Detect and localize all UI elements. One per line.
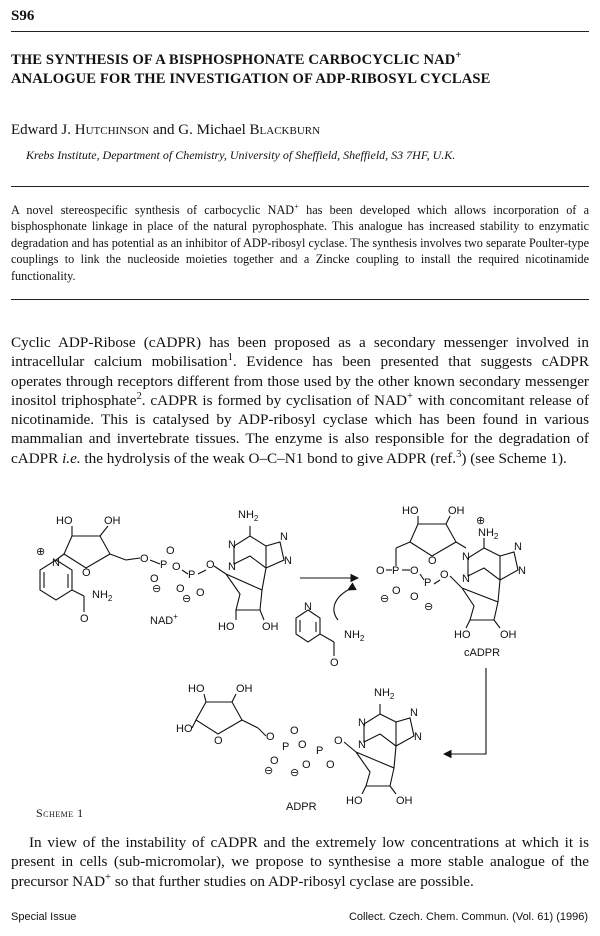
adpr-ho-1: HO bbox=[188, 683, 205, 695]
nad-structure bbox=[36, 509, 292, 633]
adpr-adenine-n1: N bbox=[358, 717, 366, 729]
cadpr-p-1: P bbox=[392, 565, 400, 577]
nad-oh-1: OH bbox=[104, 515, 121, 527]
cadpr-oh-2: OH bbox=[500, 629, 517, 641]
body2-s2: so that further studies on ADP-ribosyl cyclase are possible. bbox=[111, 872, 474, 890]
cadpr-structure bbox=[376, 505, 526, 659]
nad-p-1: P bbox=[160, 559, 168, 571]
adpr-p1-o-top: O bbox=[290, 725, 299, 737]
nad-p2-o: O bbox=[176, 583, 185, 595]
nad-nh2-1: $NH_2$ bbox=[92, 589, 113, 603]
body1-s2: . Evidence has been presented that suggests cADPR operates through receptors different from those used by the other known secondary messenger inositol triphosphate bbox=[11, 353, 589, 409]
body1-s6: ) (see Scheme 1). bbox=[461, 449, 567, 467]
nicotinamide-o: O bbox=[330, 657, 339, 669]
body1-s3: . cADPR is formed by cyclisation of NAD bbox=[141, 391, 407, 409]
adpr-ho-3: HO bbox=[346, 795, 363, 807]
nad-adenine-n1: N bbox=[228, 539, 236, 551]
authors bbox=[11, 122, 320, 139]
title-line2: ANALOGUE FOR THE INVESTIGATION OF ADP-RIBOSYL CYCLASE bbox=[11, 71, 491, 87]
scheme-caption: Scheme 1 bbox=[36, 806, 84, 820]
nad-p2-o-bot: O bbox=[196, 587, 205, 599]
nad-adenine-n3: N bbox=[228, 561, 236, 573]
nicotinamide-structure bbox=[296, 601, 365, 669]
cadpr-p1-o-eq: O bbox=[376, 565, 385, 577]
adpr-structure bbox=[176, 683, 422, 813]
adpr-o-bridge: O bbox=[298, 739, 307, 751]
cadpr-p2-o: O bbox=[410, 591, 419, 603]
cadpr-adenine-n9: N bbox=[518, 565, 526, 577]
nad-minus-1: ⊖ bbox=[152, 583, 162, 595]
ref-2: 2 bbox=[136, 390, 142, 402]
page-number: S96 bbox=[11, 8, 35, 24]
nad-minus-2: ⊖ bbox=[182, 593, 192, 605]
adpr-p-1: P bbox=[282, 741, 290, 753]
top-rule bbox=[11, 31, 589, 32]
nad-label: NAD+ bbox=[150, 612, 178, 627]
nad-p-2: P bbox=[188, 569, 196, 581]
nicotinamide-nh2: $NH_2$ bbox=[344, 629, 365, 643]
cadpr-o-bridge: O bbox=[410, 565, 419, 577]
adpr-adenine-n9: N bbox=[414, 731, 422, 743]
adpr-p-2: P bbox=[316, 745, 324, 757]
body1-ie: i.e. bbox=[62, 449, 81, 467]
adpr-label: ADPR bbox=[286, 801, 317, 813]
nad-oh-2: OH bbox=[262, 621, 279, 633]
abstract-part1: A novel stereospecific synthesis of carbocyclic NAD bbox=[11, 203, 295, 217]
cadpr-label: cADPR bbox=[464, 647, 501, 659]
adpr-minus-2: ⊖ bbox=[290, 767, 300, 779]
nad-o-bridge: O bbox=[172, 561, 181, 573]
affiliation: Krebs Institute, Department of Chemistry, University of Sheffield, Sheffield, S3 7HF, U.K. bbox=[26, 148, 456, 162]
scheme-1-figure bbox=[0, 498, 600, 823]
cadpr-adenine-n7: N bbox=[514, 541, 522, 553]
adpr-o-link-1: O bbox=[266, 731, 275, 743]
body2-s1: In view of the instability of cADPR and the extremely low concentrations at which it is present in cells (sub-micromolar), we propose to synthesise a more stable analogue of the precursor NAD bbox=[11, 834, 589, 890]
body1-s4: with concomitant release of nicotinamide. This is catalysed by ADP-ribosyl cyclase which has been found in various mammalian and invertebrate tissues. The enzyme is also responsible for the degradation of cADPR bbox=[11, 391, 590, 467]
curved-arrow-nicotinamide bbox=[334, 590, 348, 620]
cadpr-adenine-n3: N bbox=[462, 573, 470, 585]
body2-sup: + bbox=[105, 871, 112, 883]
article-title bbox=[11, 51, 591, 89]
cadpr-p1-o: O bbox=[392, 585, 401, 597]
nad-p1-o: O bbox=[150, 573, 159, 585]
author1-last: Hutchinson bbox=[74, 122, 150, 138]
adpr-p2-o-bot: O bbox=[326, 759, 335, 771]
abstract bbox=[11, 202, 589, 284]
title-sup: + bbox=[455, 50, 462, 62]
cadpr-o-link: O bbox=[440, 569, 449, 581]
adpr-p1-o: O bbox=[270, 755, 279, 767]
nad-amide-o: O bbox=[80, 613, 89, 625]
cadpr-p-2: P bbox=[424, 577, 432, 589]
author-and: and G. Michael bbox=[149, 122, 250, 138]
nad-ho-1: HO bbox=[56, 515, 73, 527]
adpr-minus-1: ⊖ bbox=[264, 765, 274, 777]
abstract-sup: + bbox=[294, 200, 299, 211]
cadpr-ring-o-1: O bbox=[428, 555, 437, 567]
footer-journal-issue: Special Issue bbox=[11, 911, 77, 923]
nad-plus-charge: ⊕ bbox=[36, 546, 46, 558]
nad-o-link-2: O bbox=[206, 559, 215, 571]
author1-first: Edward J. bbox=[11, 122, 75, 138]
cadpr-minus-2: ⊖ bbox=[424, 601, 434, 613]
nad-adenine-nh2: $NH_2$ bbox=[238, 509, 259, 523]
abstract-top-rule bbox=[11, 186, 589, 187]
nicotinamide-n: N bbox=[304, 601, 312, 613]
nad-adenine-n9: N bbox=[284, 555, 292, 567]
body-paragraph-2 bbox=[11, 833, 589, 891]
cadpr-minus-1: ⊖ bbox=[380, 593, 390, 605]
adpr-ho-2: HO bbox=[176, 723, 193, 735]
title-line1: THE SYNTHESIS OF A BISPHOSPHONATE CARBOCYCLIC NAD bbox=[11, 52, 456, 68]
cadpr-oh-1: OH bbox=[448, 505, 465, 517]
adpr-adenine-n7: N bbox=[410, 707, 418, 719]
cadpr-plus-charge: ⊕ bbox=[476, 515, 486, 527]
body1-sup: + bbox=[406, 390, 413, 402]
body-paragraph-1 bbox=[11, 333, 589, 468]
adpr-p2-o: O bbox=[302, 759, 311, 771]
nad-o-link-1: O bbox=[140, 553, 149, 565]
adpr-ring-o-1: O bbox=[214, 735, 223, 747]
cadpr-nh2: $NH_2$ bbox=[478, 527, 499, 541]
abstract-part2: has been developed which allows incorporation of a bisphosphonate linkage in place of the natural pyrophosphate. This analogue has increased stability to enzymatic degradation and has potential as an inhibitor of ADP-ribosyl cyclase. The synthesis involves two separate Poulter-type couplings to link the nucleoside moieties together and a Zincke coupling to install the required nicotinamide functionality. bbox=[11, 203, 589, 283]
body1-s1: Cyclic ADP-Ribose (cADPR) has been proposed as a secondary messenger involved in intracellular calcium mobilisation bbox=[11, 334, 589, 371]
adpr-adenine-nh2: $NH_2$ bbox=[374, 687, 395, 701]
ref-1: 1 bbox=[227, 352, 233, 364]
nad-pyridinium-n: N bbox=[52, 557, 60, 569]
adpr-adenine-n3: N bbox=[358, 739, 366, 751]
adpr-oh-1: OH bbox=[236, 683, 253, 695]
nad-ring-o-1: O bbox=[82, 567, 91, 579]
body1-s5: the hydrolysis of the weak O–C–N1 bond to give ADPR (ref. bbox=[80, 449, 457, 467]
cadpr-ho-1: HO bbox=[402, 505, 419, 517]
nad-adenine-n7: N bbox=[280, 531, 288, 543]
adpr-oh-3: OH bbox=[396, 795, 413, 807]
ref-3: 3 bbox=[456, 448, 462, 460]
abstract-bottom-rule bbox=[11, 299, 589, 300]
cadpr-adenine-n1: N bbox=[462, 551, 470, 563]
nad-ho-2: HO bbox=[218, 621, 235, 633]
author2-last: Blackburn bbox=[249, 122, 321, 138]
reaction-arrow-2 bbox=[444, 668, 486, 754]
nad-p1-o-top: O bbox=[166, 545, 175, 557]
cadpr-ho-2: HO bbox=[454, 629, 471, 641]
footer-citation: Collect. Czech. Chem. Commun. (Vol. 61) (1996) bbox=[348, 911, 588, 923]
adpr-o-link-2: O bbox=[334, 735, 343, 747]
